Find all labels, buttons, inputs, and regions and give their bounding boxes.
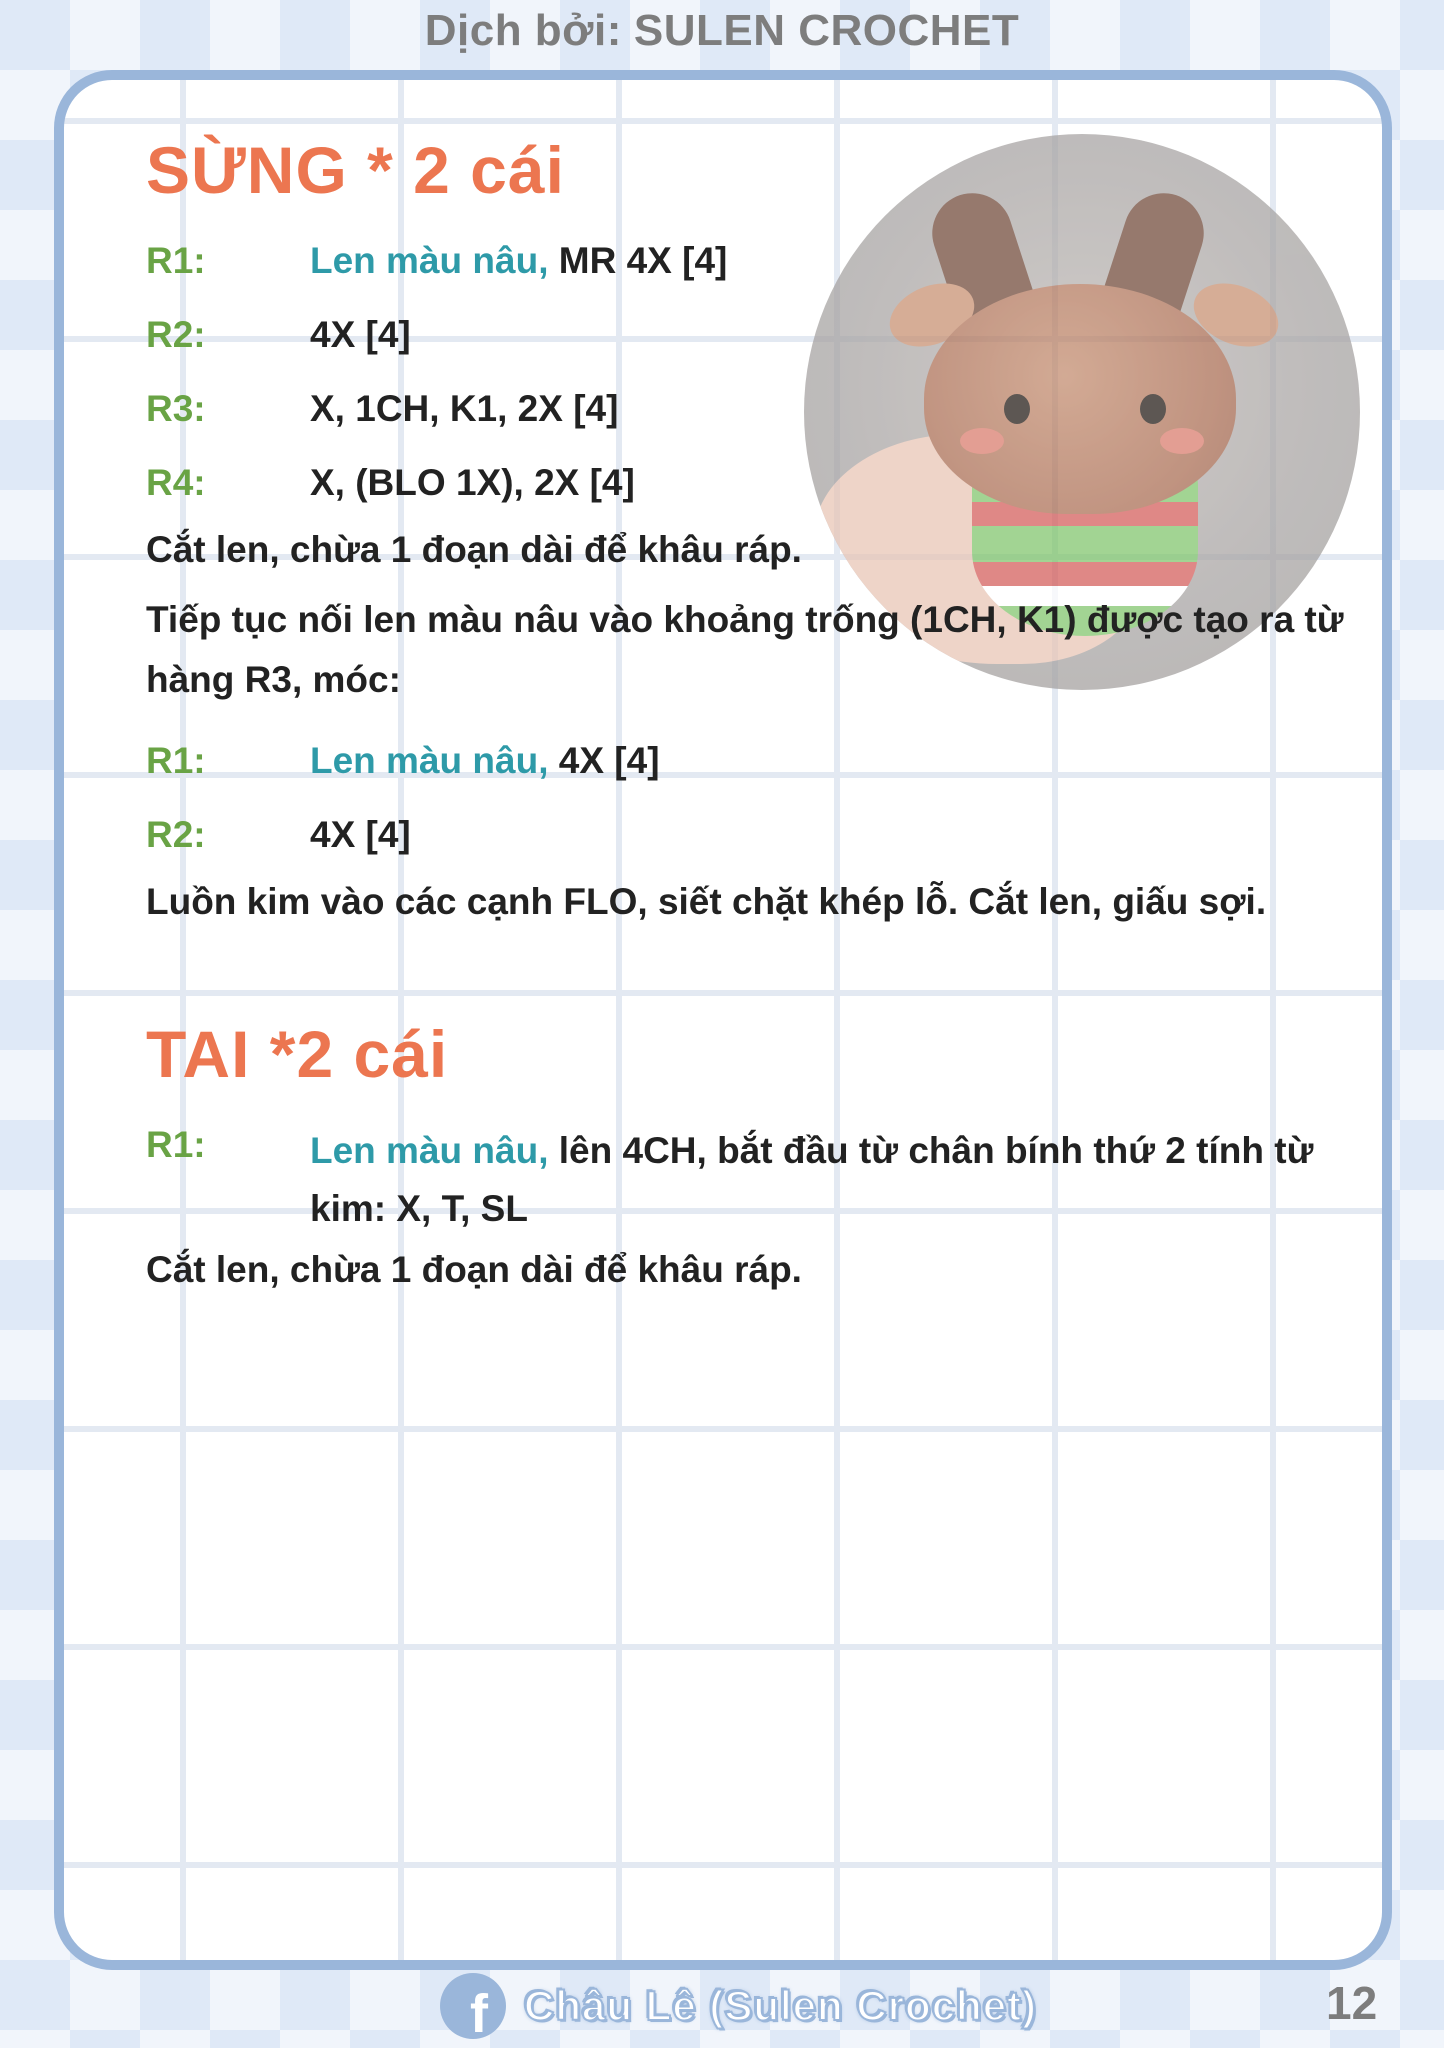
head-shape (924, 284, 1236, 514)
row-content (310, 238, 727, 284)
credit-brand: SULEN CROCHET (633, 6, 1020, 55)
horns-cut-note: Cắt len, chừa 1 đoạn dài để khâu ráp. (146, 529, 802, 570)
horns-continue-note: Tiếp tục nối len màu nâu vào khoảng trống (1CH, K1) được tạo ra từ hàng R3, móc: (146, 599, 1344, 700)
row-content (310, 812, 411, 858)
row-content (310, 1122, 1350, 1238)
row-label: R1: (146, 1124, 206, 1165)
horns-section-title: SỪNG * 2 cái (146, 133, 565, 207)
horns-finish-note: Luồn kim vào các cạnh FLO, siết chặt khép lỗ. Cắt len, giấu sợi. (146, 881, 1267, 922)
row-label: R4: (146, 462, 206, 503)
row-content (310, 386, 618, 432)
row-instruction: 4X [4] (558, 740, 660, 781)
facebook-icon[interactable]: f (440, 1973, 506, 2039)
left-cheek-shape (960, 428, 1004, 454)
row-label: R1: (146, 740, 206, 781)
row-instruction: X, 1CH, K1, 2X [4] (310, 388, 619, 429)
yarn-color-note: Len màu nâu, (310, 740, 549, 781)
right-eye-shape (1140, 394, 1166, 424)
yarn-color-note: Len màu nâu, (310, 240, 549, 281)
right-cheek-shape (1160, 428, 1204, 454)
row-instruction: 4X [4] (310, 814, 411, 855)
row-label: R2: (146, 314, 206, 355)
left-eye-shape (1004, 394, 1030, 424)
pattern-page-panel (54, 70, 1392, 1970)
row-content (310, 460, 635, 506)
row-label: R3: (146, 388, 206, 429)
ears-cut-note: Cắt len, chừa 1 đoạn dài để khâu ráp. (146, 1249, 802, 1290)
row-content (310, 312, 411, 358)
row-content (310, 738, 660, 784)
row-label: R2: (146, 814, 206, 855)
row-instruction: MR 4X [4] (558, 240, 728, 281)
row-instruction: X, (BLO 1X), 2X [4] (310, 462, 635, 503)
credit-prefix: Dịch bởi: (424, 6, 622, 55)
ears-section-title: TAI *2 cái (146, 1017, 449, 1091)
row-label: R1: (146, 240, 206, 281)
yarn-color-note: Len màu nâu, (310, 1130, 549, 1171)
row-instruction: lên 4CH, bắt đầu từ chân bính thứ 2 tính từ kim: X, T, SL (310, 1130, 1314, 1229)
page-number: 12 (1326, 1977, 1378, 2029)
row-instruction: 4X [4] (310, 314, 411, 355)
page-footer (440, 1966, 1037, 2046)
translator-credit (0, 6, 1444, 56)
facebook-page-name[interactable]: Châu Lê (Sulen Crochet) (524, 1982, 1038, 2029)
